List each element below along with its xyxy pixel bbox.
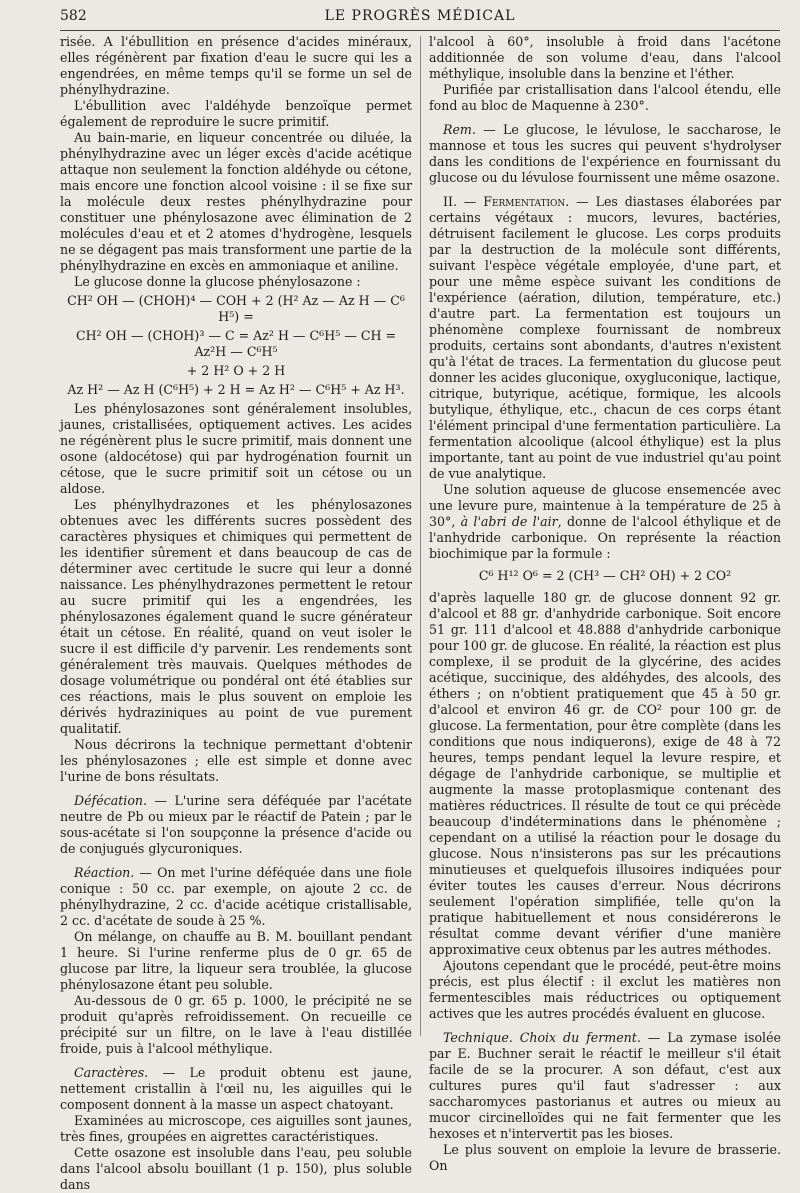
paragraph-text: — Le glucose, le lévulose, le saccharose, le mannose et tous les sucres qui peuvent s'hydrolyser dans les conditions de l'expérience en fournissant du glucose ou du lévulose fournissent une même osazone. [429,122,781,185]
emphasis-text: à l'abri de l'air [460,514,558,529]
paragraph: l'alcool à 60°, insoluble à froid dans l'acétone additionnée de son volume d'eau, dans l'alcool méthylique, insoluble dans la benzine et l'éther. [429,34,781,81]
paragraph-text: — La zymase isolée par E. Buchner serait le réactif le meilleur s'il était facile de se la procurer. A son défaut, c'est aux cultures pures qu'il faut s'adresser : aux saccharomyces pastorianus et autres ou mieux au mucor circinelloïdes qui ne fait fermenter que les hexoses et n'intervertit pas les bioses. [429,1030,781,1141]
section-label: Rem. [443,122,476,137]
section-label: Réaction. [74,865,135,880]
paragraph: L'ébullition avec l'aldéhyde benzoïque permet également de reproduire le sucre primitif. [60,98,412,129]
paragraph: Le plus souvent on emploie la levure de brasserie. On [429,1142,781,1173]
paragraph: Cette osazone est insoluble dans l'eau, peu soluble dans l'alcool absolu bouillant (1 p. 150), plus soluble dans [60,1145,412,1192]
page-number: 582 [60,8,87,24]
section-label: Caractères. [74,1065,149,1080]
section-label: Technique. Choix du ferment. [443,1030,641,1045]
paragraph: On mélange, on chauffe au B. M. bouillant pendant 1 heure. Si l'urine renferme plus de 0 gr. 65 de glucose par litre, la liqueur sera troublée, la glucose phénylosazone étant peu soluble. [60,929,412,992]
journal-title: LE PROGRÈS MÉDICAL [324,8,516,24]
section-heading: II. — Fermentation. [443,194,570,209]
paragraph-text: — On met l'urine déféquée dans une fiole conique : 50 cc. par exemple, on ajoute 2 cc. de phénylhydrazine, 2 cc. d'acide acétique cristallisable, 2 cc. d'acétate de soude à 25 %. [60,865,412,928]
chemical-formula: C⁶ H¹² O⁶ = 2 (CH³ — CH² OH) + 2 CO² [478,568,732,583]
paragraph [429,194,781,482]
paragraph: Les phénylosazones sont généralement insolubles, jaunes, cristallisées, optiquement actives. Les acides ne régénèrent plus le sucre primitif, mais donnent une osone (aldocétose) qui par hydrogénation fournit un cétose, que le sucre primitif soit un cétose ou un aldose. [60,401,412,496]
left-column [60,34,412,1192]
paragraph-text: — Les diastases élaborées par certains végétaux : mucors, levures, bactéries, détruisent facilement le glucose. Les corps produits par la destruction de la molécule sont différents, suivant l'espèce végétale employée, d'une part, et pour une même espèce suivant les conditions de l'expérience (aération, dilution, température, etc.) d'autre part. La fermentation est toujours un phénomène complexe fournissant de nombreux produits, certains sont abondants, d'autres n'existent qu'à l'état de traces. La fermentation du glucose peut donner les acides gluconique, oxygluconique, lactique, citrique, butyrique, acétique, formique, les alcools butylique, éthylique, etc., chacun de ces corps étant l'élément principal d'une fermentation particulière. La fermentation alcoolique (alcool éthylique) est la plus importante, tant au point de vue industriel qu'au point de vue analytique. [429,194,781,481]
paragraph-text: Une solution aqueuse de glucose ensemencée avec une levure pure, maintenue à la température de 25 à 30°, [429,482,781,529]
paragraph: Ajoutons cependant que le procédé, peut-être moins précis, est plus électif : il exclut les matières non fermentescibles mais réductrices ou optiquement actives que les autres procédés évaluent en glucose. [429,958,781,1021]
right-column [429,34,781,1173]
paragraph: Au bain-marie, en liqueur concentrée ou diluée, la phénylhydrazine avec un léger excès d'acide acétique attaque non seulement la fonction aldéhyde ou cétone, mais encore une fonction alcool voisine : il se fixe sur la molécule deux restes phénylhydrazine pour constituer une phénylosazone avec élimination de 2 molécules d'eau et et 2 atomes d'hydrogène, lesquels ne se dégagent pas mais transforment une partie de la phénylhydrazine en excès en ammoniaque et aniline. [60,130,412,273]
paragraph: Examinées au microscope, ces aiguilles sont jaunes, très fines, groupées en aigrettes caractéristiques. [60,1113,412,1144]
paragraph: Le glucose donne la glucose phénylosazone : [74,274,361,289]
paragraph: Les phénylhydrazones et les phénylosazones obtenues avec les différents sucres possèdent des caractères physiques et chimiques qui permettent de les identifier sûrement et dans beaucoup de cas de déterminer avec certitude le sucre qui leur a donné naissance. Les phénylhydrazones permettent le retour au sucre primitif qui les a engendrées, les phénylosazones également quand le sucre générateur était un cétose. En réalité, quand on veut isoler le sucre il est difficile d'y parvenir. Les rendements sont généralement très mauvais. Quelques méthodes de dosage volumétrique ou pondéral ont été établies sur ces réactions, mais le plus souvent on emploie les dérivés hydraziniques au point de vue purement qualitatif. [60,497,412,736]
chemical-formula: CH² OH — (CHOH)⁴ — COH + 2 (H² Az — Az H — C⁶ H⁵) = [67,293,405,324]
paragraph: Au-dessous de 0 gr. 65 p. 1000, le précipité ne se produit qu'après refroidissement. On recueille ce précipité sur un filtre, on le lave à l'eau distillée froide, puis à l'alcool méthylique. [60,993,412,1056]
paragraph-text: — Le produit obtenu est jaune, nettement cristallin à l'œil nu, les aiguilles qui le composent donnent à la masse un aspect chatoyant. [60,1065,412,1112]
paragraph-text: , donne de l'alcool éthylique et de l'anhydride carbonique. On représente la réaction biochimique par la formule : [429,514,781,561]
page-header [60,8,780,32]
paragraph [60,1065,412,1113]
header-rule [60,30,780,31]
paragraph [429,122,781,186]
paragraph [429,482,781,562]
chemical-formula: CH² OH — (CHOH)³ — C = Az² H — C⁶H⁵ — CH = Az²H — C⁶H⁵ [75,328,397,359]
column-divider [420,36,421,1036]
paragraph: Purifiée par cristallisation dans l'alcool étendu, elle fond au bloc de Maquenne à 230°. [429,82,781,113]
paragraph-text: — L'urine sera déféquée par l'acétate neutre de Pb ou mieux par le réactif de Patein ; par le sous-acétate si l'on soupçonne la présence d'acide ou de conjugués glycuroniques. [60,793,412,856]
paragraph: Nous décrirons la technique permettant d'obtenir les phénylosazones ; elle est simple et donne avec l'urine de bons résultats. [60,737,412,784]
chemical-formula: Az H² — Az H (C⁶H⁵) + 2 H = Az H² — C⁶H⁵ + Az H³. [67,382,405,397]
chemical-formula: + 2 H² O + 2 H [186,363,286,378]
paragraph: risée. A l'ébullition en présence d'acides minéraux, elles régénèrent par fixation d'eau le sucre qui les a engendrées, en même temps qu'il se forme un sel de phénylhydrazine. [60,34,412,97]
paragraph [60,865,412,929]
section-label: Défécation. [74,793,148,808]
paragraph: d'après laquelle 180 gr. de glucose donnent 92 gr. d'alcool et 88 gr. d'anhydride carbonique. Soit encore 51 gr. 111 d'alcool et 48.888 d'anhydride carbonique pour 100 gr. de glucose. En réalité, la réaction est plus complexe, il se produit de la glycérine, des acides acétique, succinique, des aldéhydes, des alcools, des éthers ; on n'obtient pratiquement que 45 à 50 gr. d'alcool et environ 46 gr. de CO² pour 100 gr. de glucose. La fermentation, pour être complète (dans les conditions que nous indiquerons), exige de 48 à 72 heures, temps pendant lequel la levure respire, et dégage de l'anhydride carbonique, se multiplie et augmente la masse protoplasmique contenant des matières réductrices. Il résulte de tout ce qui précède beaucoup d'indéterminations dans le phénomène ; cependant on a utilisé la réaction pour le dosage du glucose. Nous n'insisterons pas sur les précautions minutieuses et quelquefois illusoires indiquées pour éviter toutes les causes d'erreur. Nous décrirons seulement l'opération simplifiée, telle qu'on la pratique habituellement et nous considérerons le résultat comme devant vérifier d'une manière approximative ceux obtenus par les autres méthodes. [429,590,781,957]
paragraph [60,793,412,857]
paragraph [429,1030,781,1142]
